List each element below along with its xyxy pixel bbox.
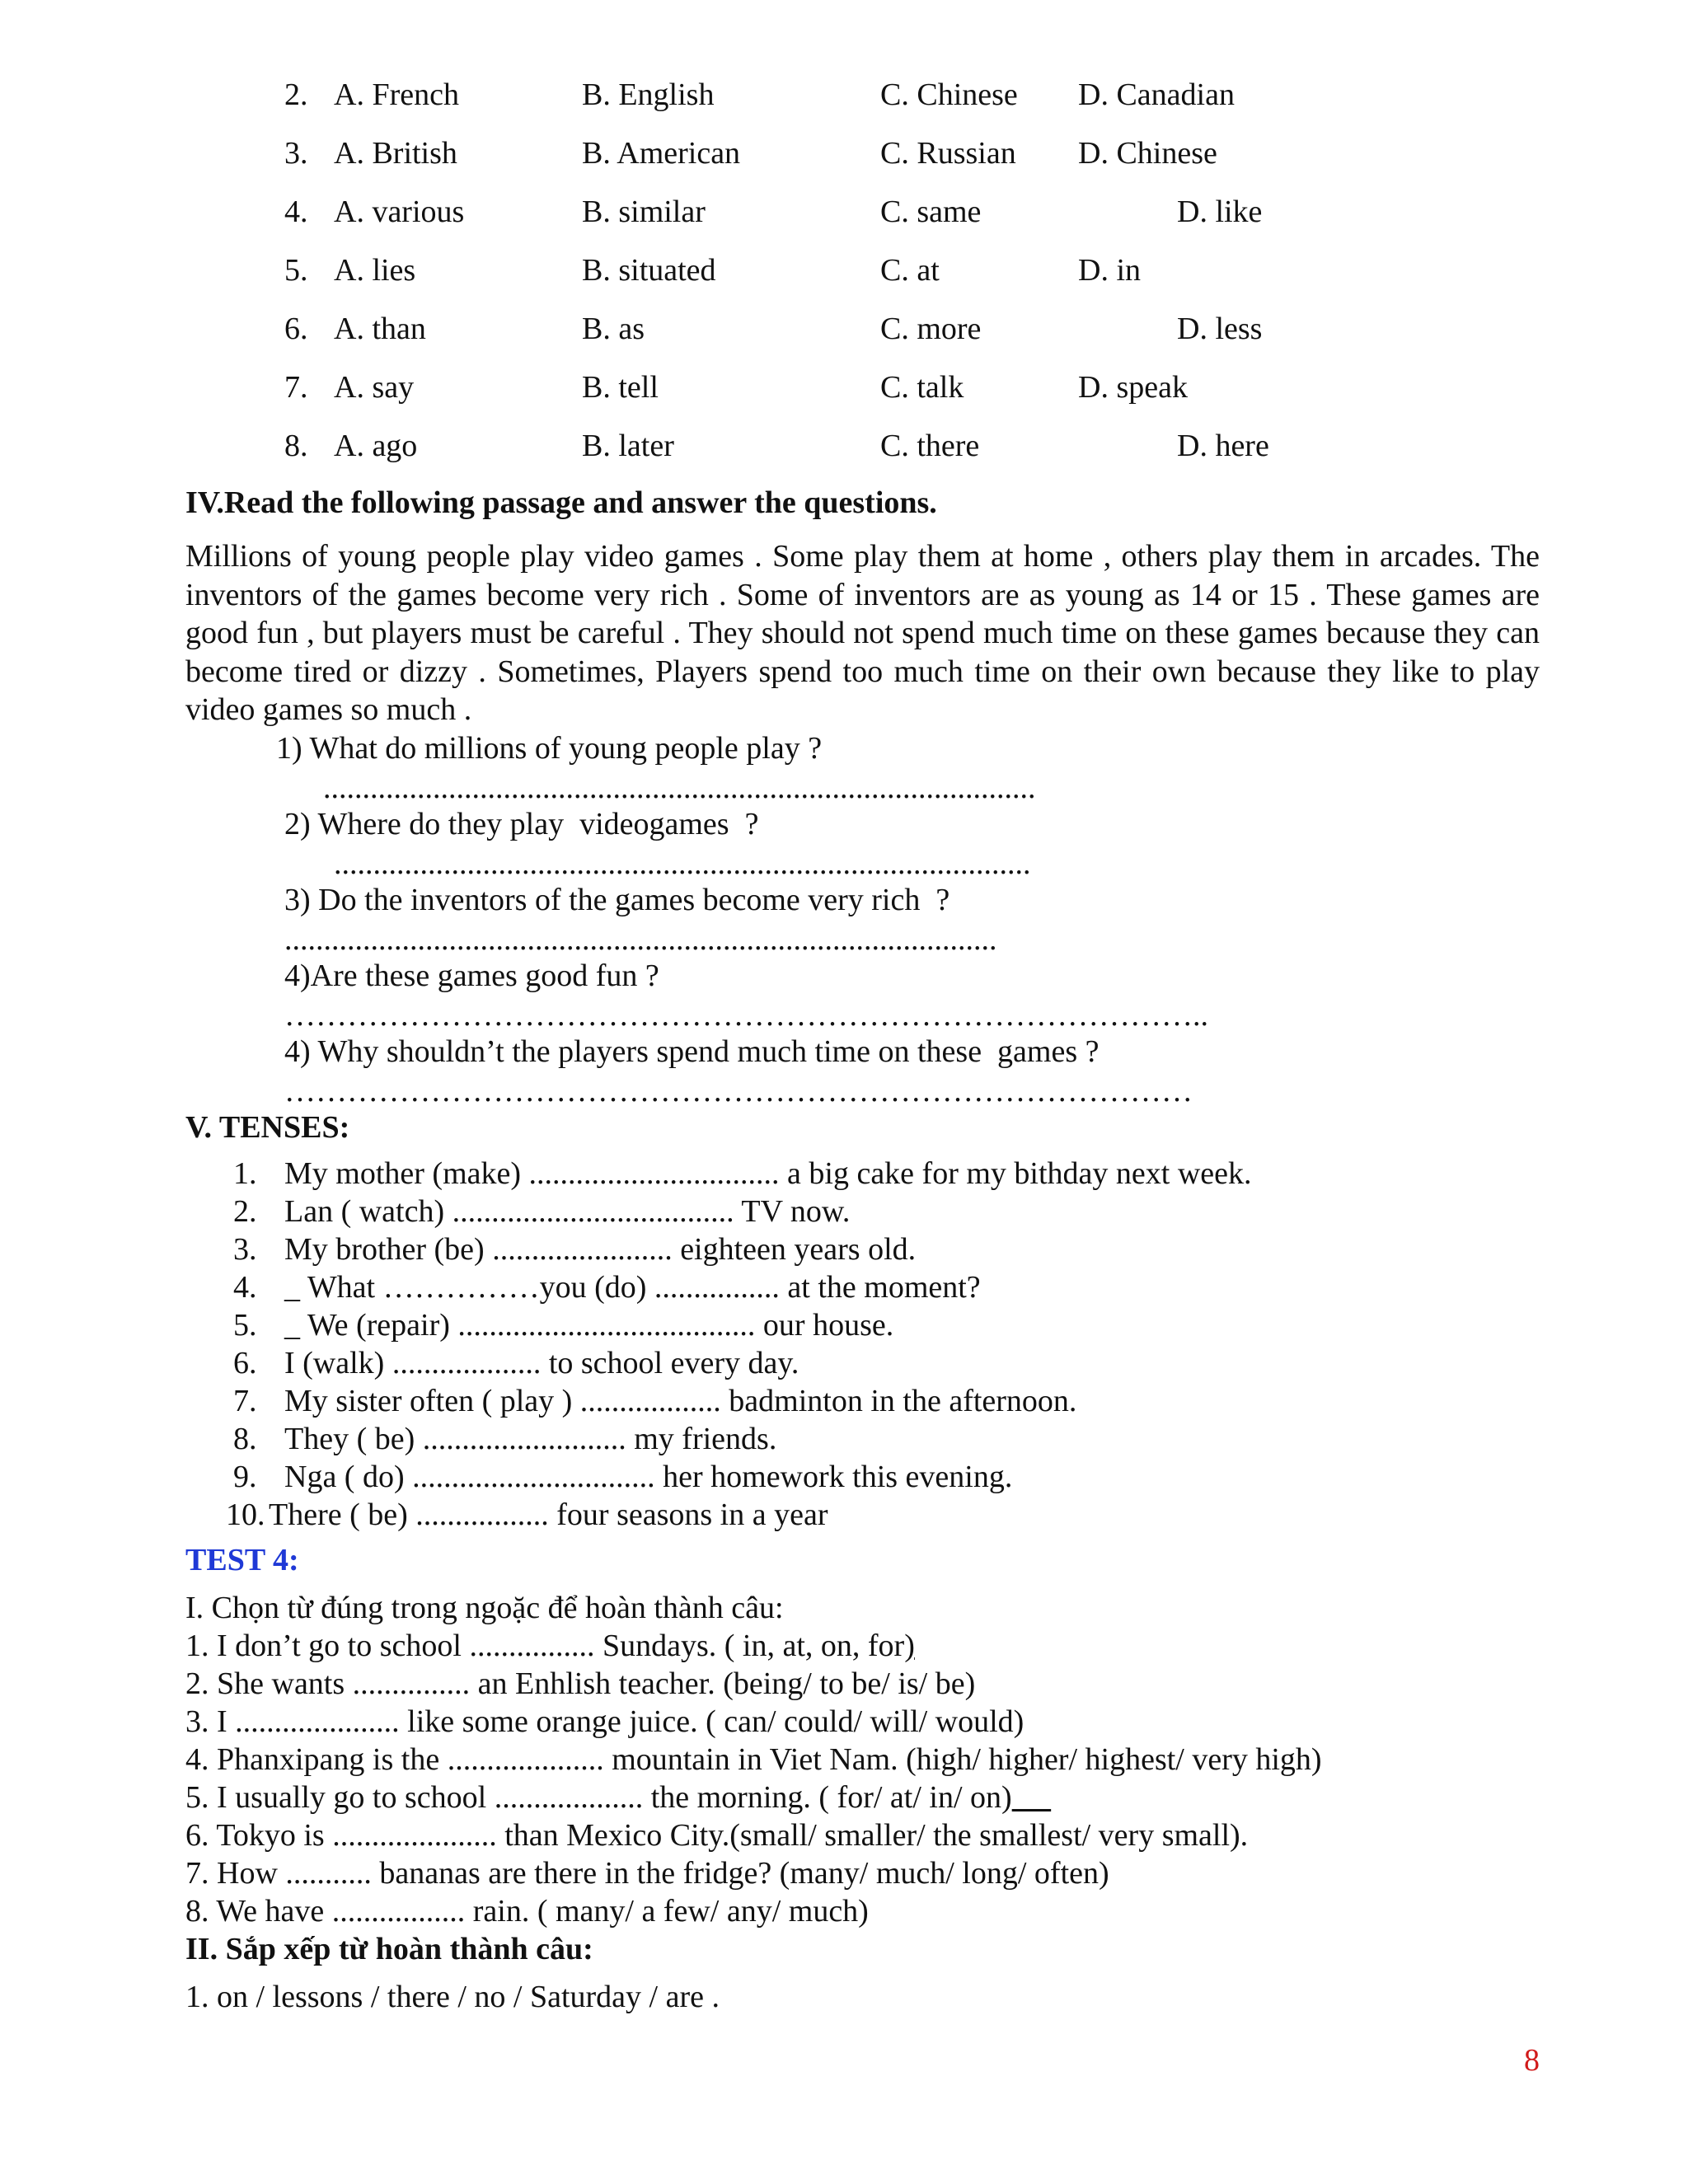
part1-item (185, 1892, 869, 1930)
mcq-option-b: B. as (582, 312, 645, 346)
mcq-option-d: D. like (1177, 194, 1263, 229)
mcq-number: 4. (284, 194, 308, 229)
part1-item (185, 1665, 975, 1703)
mcq-option-d: D. Canadian (1078, 77, 1235, 112)
part1-item-text: 2. She wants ............... an Enhlish teacher. (being/ to be/ is/ be) (185, 1666, 976, 1701)
question-1: 1) What do millions of young people play ? (276, 731, 823, 766)
reading-passage: Millions of young people play video games . Some play them at home , others play them in arcades. The inventors of the games become very rich . Some of inventors are as young as 14 or 15 . These games are good fun , but players must be careful . They should not spend much time on these games because they can become tired or dizzy . Sometimes, Players spend too much time on their own because they like to play video games so much . (185, 539, 1540, 727)
tense-number: 5. (233, 1308, 257, 1343)
part1-item-tail (1012, 1780, 1052, 1815)
part2-heading: II. Sắp xếp từ hoàn thành câu: (185, 1932, 593, 1966)
mcq-option-c: C. Russian (880, 136, 1016, 171)
tense-text: _ What ……………you (do) ................ at the moment? (284, 1270, 981, 1305)
mcq-option-a: A. British (334, 136, 457, 171)
part1-item-text: 5. I usually go to school ................... the morning. ( for/ at/ in/ on) (185, 1780, 1012, 1815)
part1-item (185, 1816, 1248, 1854)
tense-number: 10. (226, 1497, 265, 1532)
mcq-option-d: D. less (1177, 312, 1263, 346)
mcq-number: 2. (284, 77, 308, 112)
tense-number: 1. (233, 1156, 257, 1191)
part1-item-text: 7. How ........... bananas are there in the fridge? (many/ much/ long/ often) (185, 1856, 1109, 1891)
tense-number: 6. (233, 1346, 257, 1380)
mcq-option-a: A. French (334, 77, 459, 112)
mcq-option-b: B. situated (582, 253, 716, 288)
part1-item-text: 4. Phanxipang is the .................... mountain in Viet Nam. (high/ higher/ highest/ very high) (185, 1742, 1322, 1777)
question-2: 2) Where do they play videogames ? (284, 807, 759, 841)
mcq-option-c: C. same (880, 194, 982, 229)
mcq-option-b: B. similar (582, 194, 706, 229)
part1-item (185, 1627, 915, 1665)
mcq-option-b: B. American (582, 136, 741, 171)
question-5: 4) Why shouldn’t the players spend much time on these games ? (284, 1034, 1100, 1069)
tense-text: Nga ( do) ............................... her homework this evening. (284, 1460, 1013, 1494)
part1-item (185, 1703, 1024, 1741)
part1-item (185, 1741, 1322, 1779)
mcq-number: 3. (284, 136, 308, 171)
tense-number: 8. (233, 1422, 257, 1456)
tense-text: My sister often ( play ) .................. badminton in the afternoon. (284, 1384, 1077, 1418)
part1-item-text: 1. I don’t go to school ................ Sundays. ( in, at, on, for (185, 1629, 905, 1663)
tense-text: They ( be) .......................... my friends. (284, 1422, 777, 1456)
mcq-option-a: A. lies (334, 253, 416, 288)
part1-item-text: 6. Tokyo is ..................... than Mexico City.(small/ smaller/ the smallest/ very small). (185, 1818, 1249, 1853)
tense-number: 2. (233, 1194, 257, 1229)
mcq-number: 6. (284, 312, 308, 346)
answer-line-1: ........................................................................................... (323, 771, 1036, 805)
section-heading-tenses: V. TENSES: (185, 1110, 350, 1145)
part1-heading: I. Chọn từ đúng trong ngoặc để hoàn thành câu: (185, 1591, 784, 1625)
mcq-option-b: B. tell (582, 370, 659, 405)
mcq-number: 5. (284, 253, 308, 288)
mcq-option-c: C. there (880, 429, 980, 463)
page-number: 8 (1524, 2043, 1540, 2078)
answer-line-3: ........................................................................................... (284, 922, 997, 957)
tense-text: I (walk) ................... to school every day. (284, 1346, 799, 1380)
part1-item-tail: ) (904, 1629, 915, 1663)
mcq-option-d: D. Chinese (1078, 136, 1217, 171)
tense-number: 7. (233, 1384, 257, 1418)
tense-number: 3. (233, 1232, 257, 1267)
mcq-option-c: C. Chinese (880, 77, 1018, 112)
question-3: 3) Do the inventors of the games become very rich ? (284, 883, 950, 917)
tense-text: My mother (make) ................................ a big cake for my bithday next week. (284, 1156, 1252, 1191)
answer-line-5: …………………………………………………………………………… (284, 1074, 1193, 1108)
part1-item (185, 1854, 1109, 1892)
mcq-number: 7. (284, 370, 308, 405)
tense-text: Lan ( watch) .................................... TV now. (284, 1194, 851, 1229)
mcq-number: 8. (284, 429, 308, 463)
tense-text: There ( be) ................. four seasons in a year (269, 1497, 828, 1532)
mcq-option-c: C. more (880, 312, 982, 346)
tense-text: My brother (be) ....................... eighteen years old. (284, 1232, 917, 1267)
mcq-option-c: C. at (880, 253, 940, 288)
section-heading-reading: IV.Read the following passage and answer the questions. (185, 485, 937, 520)
mcq-option-d: D. in (1078, 253, 1141, 288)
mcq-option-a: A. various (334, 194, 465, 229)
part1-item (185, 1779, 1051, 1816)
part1-item-text: 3. I ..................... like some orange juice. ( can/ could/ will/ would) (185, 1704, 1025, 1739)
mcq-option-b: B. later (582, 429, 674, 463)
tense-number: 9. (233, 1460, 257, 1494)
mcq-option-a: A. than (334, 312, 426, 346)
question-4: 4)Are these games good fun ? (284, 958, 659, 993)
part2-item: 1. on / lessons / there / no / Saturday / are . (185, 1980, 720, 2014)
answer-line-2: ......................................................................................... (334, 846, 1031, 881)
part1-item-text: 8. We have ................. rain. ( many/ a few/ any/ much) (185, 1894, 869, 1929)
mcq-option-b: B. English (582, 77, 715, 112)
tense-text: _ We (repair) ...................................... our house. (284, 1308, 894, 1343)
mcq-option-d: D. speak (1078, 370, 1188, 405)
mcq-option-c: C. talk (880, 370, 964, 405)
mcq-option-d: D. here (1177, 429, 1269, 463)
tense-number: 4. (233, 1270, 257, 1305)
answer-line-4: …………………………………………………………………………….. (284, 998, 1208, 1033)
test-title: TEST 4: (185, 1543, 299, 1577)
mcq-option-a: A. say (334, 370, 415, 405)
mcq-option-a: A. ago (334, 429, 418, 463)
